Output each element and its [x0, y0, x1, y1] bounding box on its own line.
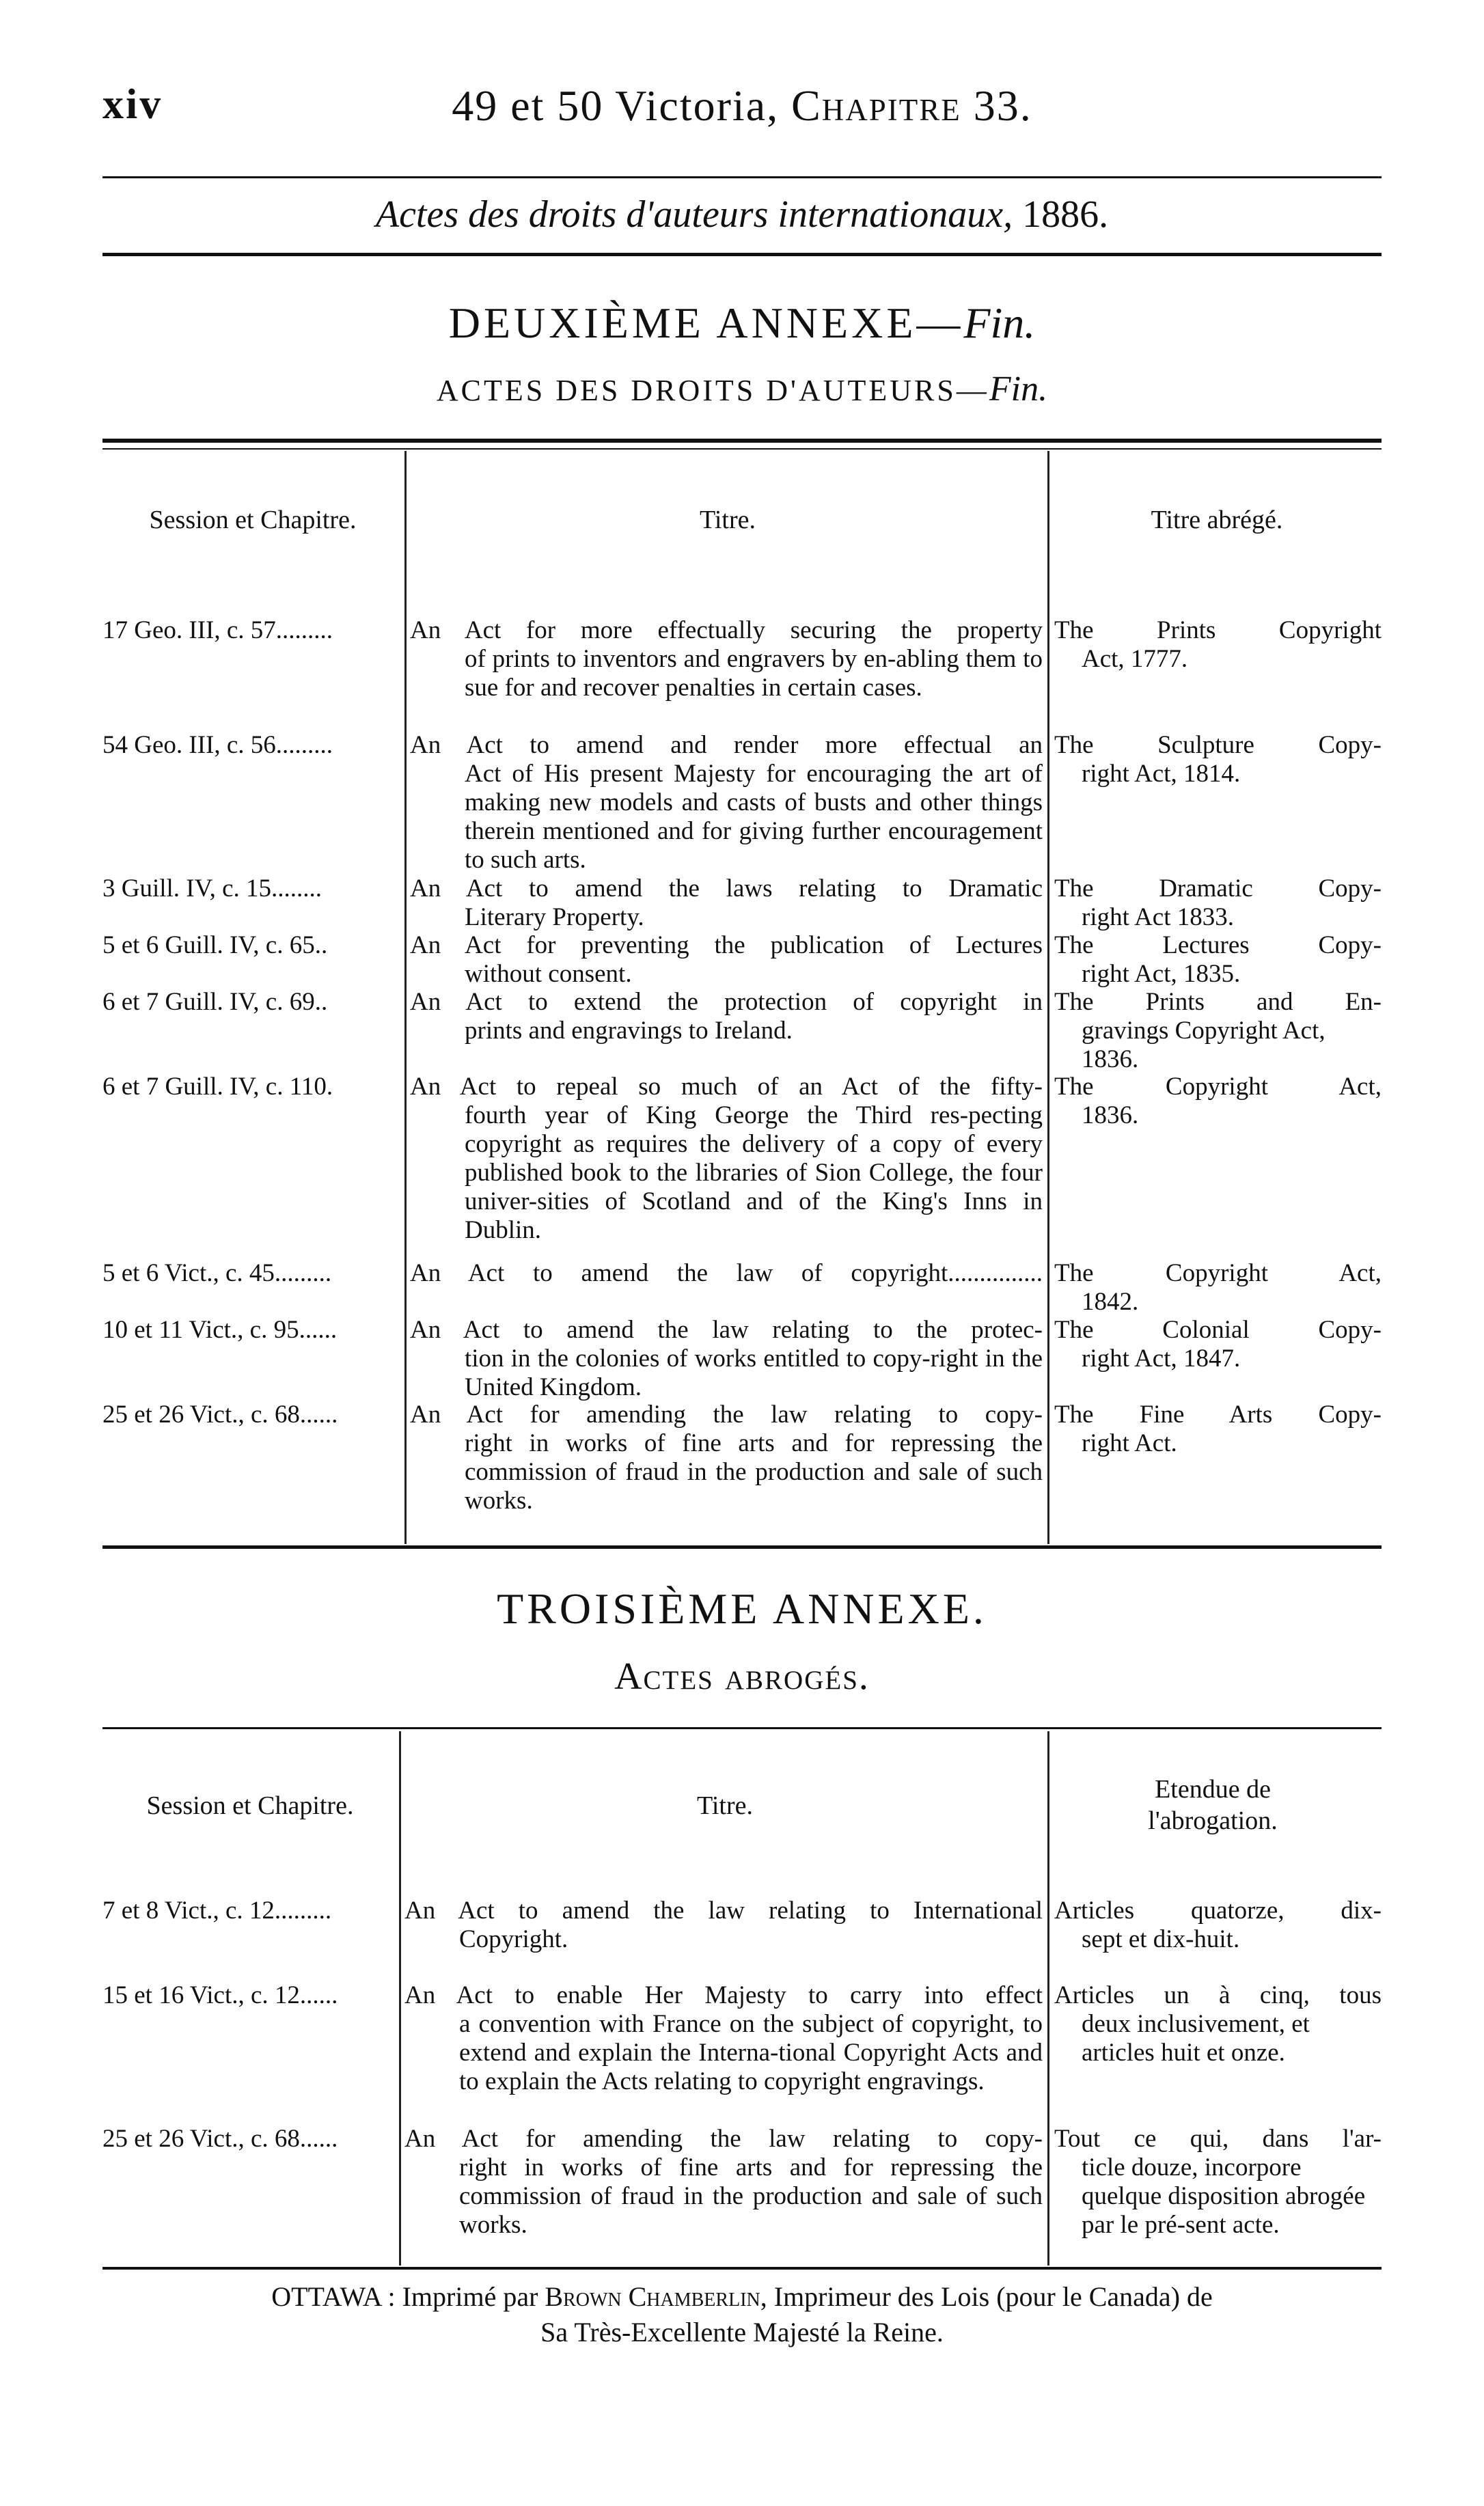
- annex2-title: [102, 298, 1382, 348]
- act-title-rest: Copyright.: [459, 1925, 568, 1953]
- act-title-first-line: An Act to amend the law relating to the protec-: [410, 1316, 1043, 1344]
- session-chapter: 17 Geo. III, c. 57.........: [102, 616, 333, 644]
- annex2-col-session: Session et Chapitre.: [149, 506, 357, 534]
- act-title: [410, 1316, 1043, 1402]
- short-title: [1054, 1316, 1382, 1373]
- session-chapter: 6 et 7 Guill. IV, c. 69..: [102, 988, 328, 1016]
- repeal-extent: [1054, 1897, 1382, 1954]
- act-subtitle: [102, 193, 1382, 236]
- act-title-first-line: An Act for preventing the publication of Lectures: [410, 931, 1043, 959]
- imprint-line-1: [102, 2281, 1382, 2313]
- short-title-first-line: The Sculpture Copy-: [1054, 731, 1382, 759]
- act-title-rest: tion in the colonies of works entitled to copy-right in the United Kingdom.: [465, 1345, 1043, 1401]
- annex2-col-divider-2: [1047, 451, 1049, 1544]
- act-title-first-line: An Act to amend and render more effectual an: [410, 731, 1043, 759]
- act-title: [410, 1401, 1043, 1515]
- imprint-role: , Imprimeur des Lois (pour le Canada) de: [760, 2281, 1213, 2312]
- act-title: [410, 1073, 1043, 1245]
- act-title-first-line: An Act to enable Her Majesty to carry into effect: [404, 1981, 1043, 2009]
- act-title-rest: Act of His present Majesty for encouraging the art of making new models and casts of busts and other things therein mentioned and for giving further encouragement to such arts.: [465, 760, 1043, 874]
- short-title-rest: right Act, 1835.: [1082, 960, 1241, 988]
- annex2-title-text: DEUXIÈME ANNEXE—: [448, 299, 964, 347]
- act-title-rest: right in works of fine arts and for repressing the commission of fraud in the production and sale of such works.: [465, 1429, 1043, 1515]
- short-title: [1054, 731, 1382, 788]
- act-title-first-line: An Act for amending the law relating to copy-: [404, 2125, 1043, 2153]
- act-title: [404, 2125, 1043, 2240]
- act-subtitle-text: Actes des droits d'auteurs internationaux,: [375, 193, 1013, 236]
- session-chapter: 3 Guill. IV, c. 15........: [102, 875, 322, 903]
- annex3-subtitle: Actes abrogés.: [614, 1655, 870, 1698]
- annex3-title: TROISIÈME ANNEXE.: [497, 1584, 987, 1633]
- short-title-rest: right Act, 1847.: [1082, 1345, 1241, 1373]
- act-title: [410, 616, 1043, 702]
- short-title-rest: right Act 1833.: [1082, 903, 1235, 931]
- act-subtitle-year: 1886.: [1013, 193, 1109, 236]
- session-chapter: 5 et 6 Vict., c. 45.........: [102, 1259, 332, 1287]
- session-chapter: 6 et 7 Guill. IV, c. 110.: [102, 1073, 333, 1101]
- short-title-rest: 1836.: [1082, 1101, 1139, 1129]
- act-title: [410, 931, 1043, 989]
- short-title-first-line: The Prints Copyright: [1054, 616, 1382, 644]
- session-chapter: 5 et 6 Guill. IV, c. 65..: [102, 931, 328, 959]
- act-title: [410, 875, 1043, 932]
- annex2-table-bottom-rule: [102, 1545, 1382, 1549]
- short-title: [1054, 931, 1382, 989]
- annex3-col-title: Titre.: [696, 1791, 753, 1820]
- running-title-chapter: Chapitre: [791, 81, 961, 130]
- annex2-table-top-rule-thin: [102, 448, 1382, 450]
- annex2-subtitle-fin: Fin.: [989, 370, 1048, 409]
- annex3-col-divider-2: [1047, 1731, 1049, 2266]
- annex2-subtitle-text: ACTES DES DROITS D'AUTEURS—: [436, 374, 989, 407]
- annex3-col-extent: Etendue de l'abrogation.: [1148, 1775, 1278, 1835]
- repeal-extent-first-line: Articles un à cinq, tous: [1054, 1981, 1382, 2009]
- annex3-table-bottom-rule: [102, 2267, 1382, 2270]
- short-title-first-line: The Lectures Copy-: [1054, 931, 1382, 959]
- short-title-rest: right Act.: [1082, 1429, 1177, 1457]
- short-title-rest: Act, 1777.: [1082, 645, 1188, 673]
- act-title-rest: a convention with France on the subject of copyright, to extend and explain the Interna-tional Copyright Acts and to explain the Acts relating to copyright engravings.: [459, 2010, 1043, 2095]
- imprint-printer: Brown Chamberlin: [545, 2281, 760, 2312]
- session-chapter: 25 et 26 Vict., c. 68......: [102, 1401, 338, 1429]
- short-title: [1054, 616, 1382, 674]
- act-title-first-line: An Act to amend the law of copyright...............: [410, 1259, 1043, 1287]
- imprint-line-2: Sa Très-Excellente Majesté la Reine.: [540, 2317, 944, 2347]
- repeal-extent-rest: deux inclusivement, et articles huit et onze.: [1082, 2010, 1310, 2067]
- annex2-subtitle: [102, 369, 1382, 409]
- annex3-table-top-rule: [102, 1727, 1382, 1729]
- short-title-rest: right Act, 1814.: [1082, 760, 1241, 788]
- annex2-col-short-title: Titre abrégé.: [1151, 506, 1283, 534]
- short-title: [1054, 988, 1382, 1074]
- act-title-first-line: An Act to extend the protection of copyright in: [410, 988, 1043, 1016]
- repeal-extent-rest: sept et dix-huit.: [1082, 1925, 1240, 1953]
- short-title: [1054, 1401, 1382, 1458]
- running-title: [102, 81, 1382, 131]
- annex2-col-divider-1: [404, 451, 407, 1544]
- imprint-place: OTTAWA : Imprimé par: [271, 2281, 545, 2312]
- short-title-first-line: The Prints and En-: [1054, 988, 1382, 1016]
- annex3-col-divider-1: [399, 1731, 401, 2266]
- act-title-first-line: An Act to amend the laws relating to Dramatic: [410, 875, 1043, 903]
- rule-under-subtitle: [102, 253, 1382, 256]
- short-title-first-line: The Colonial Copy-: [1054, 1316, 1382, 1344]
- repeal-extent-first-line: Tout ce qui, dans l'ar-: [1054, 2125, 1382, 2153]
- rule-top: [102, 176, 1382, 178]
- short-title-first-line: The Fine Arts Copy-: [1054, 1401, 1382, 1429]
- short-title-rest: gravings Copyright Act, 1836.: [1082, 1017, 1325, 1073]
- act-title-first-line: An Act to amend the law relating to International: [404, 1897, 1043, 1925]
- repeal-extent-rest: ticle douze, incorpore quelque disposition abrogée par le pré-sent acte.: [1082, 2153, 1366, 2239]
- act-title: [404, 1981, 1043, 2096]
- act-title-rest: Literary Property.: [465, 903, 644, 931]
- annex2-table-top-rule: [102, 439, 1382, 443]
- act-title: [410, 988, 1043, 1045]
- act-title-rest: fourth year of King George the Third res-pecting copyright as requires the delivery of a copy of every published book to the libraries of Sion College, the four univer-sities of Scotland and of the King's Inns in Dublin.: [465, 1101, 1043, 1244]
- short-title: [1054, 875, 1382, 932]
- act-title-first-line: An Act to repeal so much of an Act of the fifty-: [410, 1073, 1043, 1101]
- short-title-first-line: The Copyright Act,: [1054, 1259, 1382, 1287]
- session-chapter: 25 et 26 Vict., c. 68......: [102, 2125, 338, 2153]
- running-title-main: 49 et 50 Victoria,: [452, 81, 792, 130]
- running-head: [102, 81, 1382, 142]
- act-title-rest: right in works of fine arts and for repressing the commission of fraud in the production and sale of such works.: [459, 2153, 1043, 2239]
- short-title: [1054, 1259, 1382, 1317]
- repeal-extent: [1054, 2125, 1382, 2240]
- act-title: [404, 1897, 1043, 1954]
- short-title-first-line: The Dramatic Copy-: [1054, 875, 1382, 903]
- act-title: [410, 731, 1043, 875]
- repeal-extent-first-line: Articles quatorze, dix-: [1054, 1897, 1382, 1925]
- annex3-col-session: Session et Chapitre.: [146, 1791, 354, 1820]
- act-title-rest: of prints to inventors and engravers by en-abling them to sue for and recover penalties in certain cases.: [465, 645, 1043, 702]
- short-title-rest: 1842.: [1082, 1288, 1139, 1316]
- annex2-col-title: Titre.: [699, 506, 756, 534]
- running-title-number: 33.: [961, 81, 1032, 130]
- short-title-first-line: The Copyright Act,: [1054, 1073, 1382, 1101]
- session-chapter: 7 et 8 Vict., c. 12.........: [102, 1897, 332, 1925]
- annex2-title-fin: Fin.: [963, 299, 1036, 347]
- act-title-first-line: An Act for amending the law relating to copy-: [410, 1401, 1043, 1429]
- act-title-first-line: An Act for more effectually securing the property: [410, 616, 1043, 644]
- act-title-rest: without consent.: [465, 960, 632, 988]
- act-title-rest: prints and engravings to Ireland.: [465, 1017, 793, 1045]
- session-chapter: 10 et 11 Vict., c. 95......: [102, 1316, 338, 1344]
- session-chapter: 15 et 16 Vict., c. 12......: [102, 1981, 338, 2009]
- session-chapter: 54 Geo. III, c. 56.........: [102, 731, 333, 759]
- short-title: [1054, 1073, 1382, 1130]
- act-title: [410, 1259, 1043, 1288]
- page-number: xiv: [102, 81, 163, 128]
- repeal-extent: [1054, 1981, 1382, 2067]
